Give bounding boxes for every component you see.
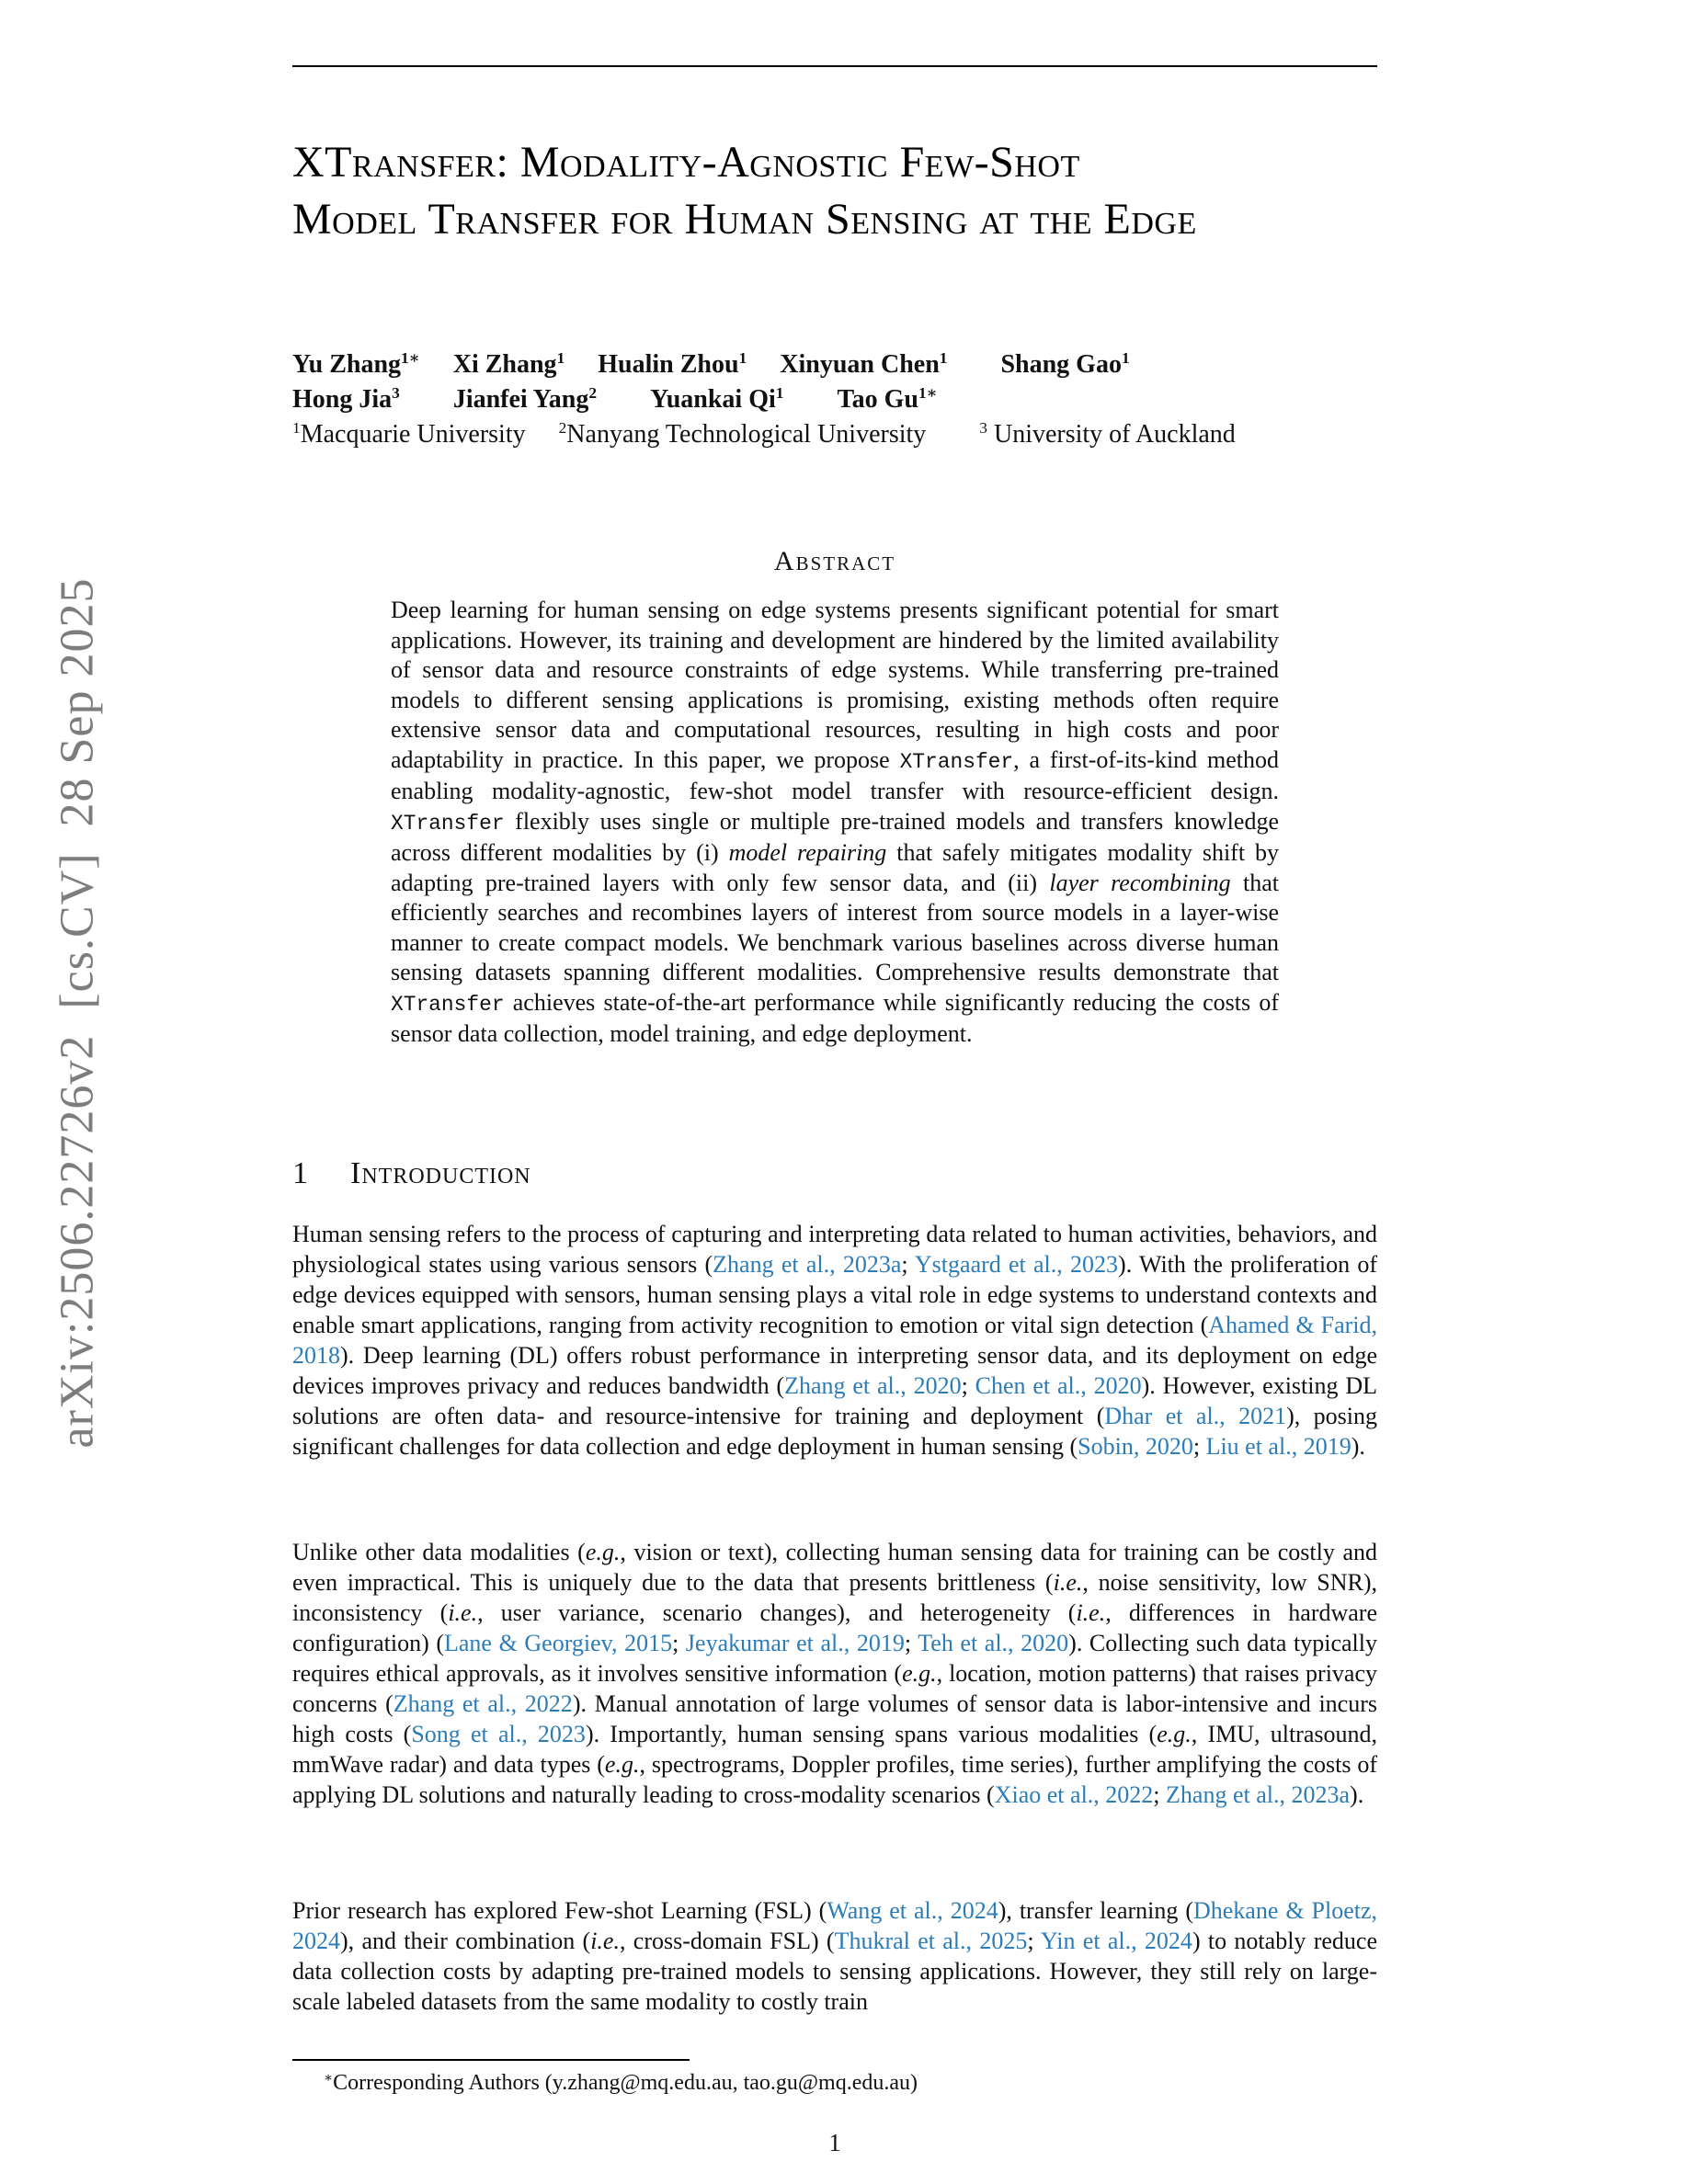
text-segment: Deep learning for human sensing on edge systems presents significant potential for smart applications. However, its training and development are hindered by the limited availability of sensor data and resource constraints of edge systems. While transferring pre-trained models to different sensing applications is promising, existing methods often require extensive sensor data and computational resources, resulting in high costs and poor adaptability in practice. In this paper, we propose xyxy=(391,597,1279,773)
text-segment: ), and their combination ( xyxy=(340,1928,591,1954)
citation-link[interactable]: Zhang et al., 2023a xyxy=(1166,1781,1351,1808)
header-rule xyxy=(292,65,1377,67)
text-segment: flexibly uses single or multiple pre-trained models and transfers knowledge across different modalities by (i) xyxy=(391,807,1279,866)
text-segment: , location, motion patterns) that raises privacy concerns ( xyxy=(292,1660,1378,1717)
paper-title xyxy=(292,134,1414,248)
citation-link[interactable]: Zhang et al., 2023a xyxy=(713,1251,902,1278)
text-segment: i.e. xyxy=(590,1928,620,1954)
text-segment: Yu Zhang xyxy=(292,350,402,379)
citation-link[interactable]: Song et al., 2023 xyxy=(411,1721,586,1747)
text-segment: ; xyxy=(961,1372,975,1399)
text-segment: Jianfei Yang xyxy=(452,385,589,414)
text-segment: i.e. xyxy=(448,1599,478,1626)
text-segment: Yuankai Qi xyxy=(650,385,776,414)
text-segment: ). xyxy=(1351,1433,1365,1460)
superscript: 2 xyxy=(588,384,598,403)
text-segment: e.g. xyxy=(902,1660,937,1687)
text-segment: Xinyuan Chen xyxy=(780,350,940,379)
text-segment: ). Manual annotation of large volumes of sensor data is labor-intensive and incurs high costs ( xyxy=(292,1690,1378,1747)
text-segment: ). xyxy=(1350,1781,1364,1808)
intro-paragraph-1 xyxy=(292,1219,1377,1462)
text-segment: , vision or text), collecting human sensing data for training can be costly and even impractical. This is uniquely due to the data that presents brittleness ( xyxy=(292,1539,1377,1596)
superscript: ∗ xyxy=(324,2070,334,2086)
citation-link[interactable]: Ystgaard et al., 2023 xyxy=(914,1251,1119,1278)
text-segment: ; xyxy=(901,1251,915,1278)
citation-link[interactable]: Ahamed & Farid, 2018 xyxy=(292,1312,1378,1369)
text-segment: ; xyxy=(1153,1781,1167,1808)
superscript: 2 xyxy=(558,419,567,438)
text-segment: , IMU, ultrasound, mmWave radar) and data types ( xyxy=(292,1721,1377,1778)
superscript: 1 xyxy=(556,349,565,368)
text-segment: ). However, existing DL solutions are often data- and resource-intensive for training and deployment ( xyxy=(292,1372,1377,1429)
affiliations-line xyxy=(292,417,1396,452)
citation-link[interactable]: Dhar et al., 2021 xyxy=(1104,1403,1287,1429)
authors-line-1 xyxy=(292,347,1396,382)
superscript: 1 xyxy=(292,419,301,438)
intro-paragraph-2 xyxy=(292,1537,1377,1810)
citation-link[interactable]: Chen et al., 2020 xyxy=(975,1372,1142,1399)
citation-link[interactable]: Zhang et al., 2022 xyxy=(393,1690,573,1717)
text-segment: achieves state-of-the-art performance while significantly reducing the costs of sensor data collection, model training, and edge deployment. xyxy=(391,988,1279,1047)
citation-link[interactable]: Dhekane & Ploetz, 2024 xyxy=(292,1897,1378,1954)
text-segment: e.g. xyxy=(1157,1721,1192,1747)
citation-link[interactable]: Yin et al., 2024 xyxy=(1040,1928,1192,1954)
superscript: 3 xyxy=(392,384,400,403)
text-segment: ). Deep learning (DL) offers robust performance in interpreting sensor data, and its deployment on edge devices improves privacy and reduces bandwidth ( xyxy=(292,1342,1377,1399)
citation-link[interactable]: Zhang et al., 2020 xyxy=(784,1372,962,1399)
text-segment: XTransfer xyxy=(391,811,505,836)
superscript: 1 xyxy=(775,384,784,403)
text-segment: i.e. xyxy=(1076,1599,1106,1626)
authors-line-2 xyxy=(292,382,1396,417)
text-segment: , differences in hardware configuration) ( xyxy=(292,1599,1378,1656)
citation-link[interactable]: Lane & Georgiev, 2015 xyxy=(444,1630,673,1656)
superscript: 1 xyxy=(1121,349,1130,368)
text-segment: XTransfer xyxy=(391,992,505,1017)
section-number: 1 xyxy=(292,1156,308,1190)
text-segment: XTransfer xyxy=(899,749,1014,774)
footnote-rule xyxy=(292,2059,690,2061)
superscript: 3 xyxy=(979,419,987,438)
text-segment: ). Collecting such data typically requires ethical approvals, as it involves sensitive information ( xyxy=(292,1630,1377,1687)
text-segment: ), transfer learning ( xyxy=(998,1897,1193,1924)
text-segment: ). Importantly, human sensing spans various modalities ( xyxy=(585,1721,1158,1747)
page-number: 1 xyxy=(828,2129,841,2156)
text-segment: Nanyang Technological University xyxy=(566,420,927,449)
paper-title-line-1: XTransfer: Modality-Agnostic Few-Shot xyxy=(292,138,1080,187)
intro-paragraph-3 xyxy=(292,1895,1377,2017)
superscript: 1∗ xyxy=(401,349,420,368)
section-title: Introduction xyxy=(350,1156,531,1190)
arxiv-watermark: arXiv:2506.22726v2 [cs.CV] 28 Sep 2025 xyxy=(51,577,104,1449)
section-heading-introduction xyxy=(292,1156,1377,1191)
text-segment: , spectrograms, Doppler profiles, time series), further amplifying the costs of applying DL solutions and naturally leading to cross-modality scenarios ( xyxy=(292,1751,1377,1808)
text-segment: , user variance, scenario changes), and heterogeneity ( xyxy=(477,1599,1077,1626)
citation-link[interactable]: Thukral et al., 2025 xyxy=(834,1928,1028,1954)
text-segment: e.g. xyxy=(585,1539,621,1565)
text-segment: University of Auckland xyxy=(987,420,1236,449)
abstract-text xyxy=(391,596,1279,1050)
text-segment: ) to notably reduce data collection costs by adapting pre-trained models to sensing applications. However, they still rely on large-scale labeled datasets from the same modality to costly train xyxy=(292,1928,1378,2015)
text-segment: ; xyxy=(1027,1928,1041,1954)
text-segment: Unlike other data modalities ( xyxy=(292,1539,586,1565)
abstract-heading: Abstract xyxy=(773,546,896,576)
text-segment: Corresponding Authors (y.zhang@mq.edu.au, tao.gu@mq.edu.au) xyxy=(333,2071,918,2095)
citation-link[interactable]: Jeyakumar et al., 2019 xyxy=(685,1630,905,1656)
citation-link[interactable]: Liu et al., 2019 xyxy=(1205,1433,1352,1460)
text-segment: ; xyxy=(1192,1433,1206,1460)
text-segment: layer recombining xyxy=(1049,869,1231,896)
text-segment: , noise sensitivity, low SNR), inconsistency ( xyxy=(292,1569,1377,1626)
superscript: 1∗ xyxy=(918,384,938,403)
superscript: 1 xyxy=(738,349,747,368)
text-segment: Xi Zhang xyxy=(452,350,557,379)
text-segment: Prior research has explored Few-shot Learning (FSL) ( xyxy=(292,1897,827,1924)
text-segment: that efficiently searches and recombines layers of interest from source models in a layer-wise manner to create compact models. We benchmark various baselines across diverse human sensing datasets spanning different modalities. Comprehensive results demonstrate that xyxy=(391,869,1279,985)
text-segment: , a first-of-its-kind method enabling modality-agnostic, few-shot model transfer with resource-efficient design. xyxy=(391,745,1280,804)
text-segment: ; xyxy=(672,1630,686,1656)
text-segment: that safely mitigates modality shift by adapting pre-trained layers with only few sensor data, and (ii) xyxy=(391,839,1279,896)
text-segment: Tao Gu xyxy=(837,385,918,414)
paper-title-line-2: Model Transfer for Human Sensing at the Edge xyxy=(292,195,1197,244)
text-segment: ). With the proliferation of edge devices equipped with sensors, human sensing plays a vital role in edge systems to understand contexts and enable smart applications, ranging from activity recognition to emotion or vital sign detection ( xyxy=(292,1251,1378,1338)
text-segment: Macquarie University xyxy=(300,420,526,449)
corresponding-author-footnote xyxy=(324,2070,1377,2097)
text-segment: Shang Gao xyxy=(1000,350,1122,379)
text-segment: Hualin Zhou xyxy=(598,350,739,379)
text-segment: model repairing xyxy=(728,839,887,866)
author-block xyxy=(292,347,1396,452)
text-segment: e.g. xyxy=(604,1751,640,1778)
text-segment: Human sensing refers to the process of capturing and interpreting data related to human activities, behaviors, and physiological states using various sensors ( xyxy=(292,1221,1377,1278)
text-segment: ), posing significant challenges for data collection and edge deployment in human sensing ( xyxy=(292,1403,1377,1460)
citation-link[interactable]: Wang et al., 2024 xyxy=(827,1897,998,1924)
citation-link[interactable]: Xiao et al., 2022 xyxy=(994,1781,1154,1808)
superscript: 1 xyxy=(939,349,948,368)
text-segment: i.e. xyxy=(1053,1569,1083,1596)
text-segment: , cross-domain FSL) ( xyxy=(619,1928,835,1954)
text-segment: ; xyxy=(904,1630,918,1656)
citation-link[interactable]: Teh et al., 2020 xyxy=(918,1630,1069,1656)
text-segment: Hong Jia xyxy=(292,385,393,414)
citation-link[interactable]: Sobin, 2020 xyxy=(1078,1433,1193,1460)
